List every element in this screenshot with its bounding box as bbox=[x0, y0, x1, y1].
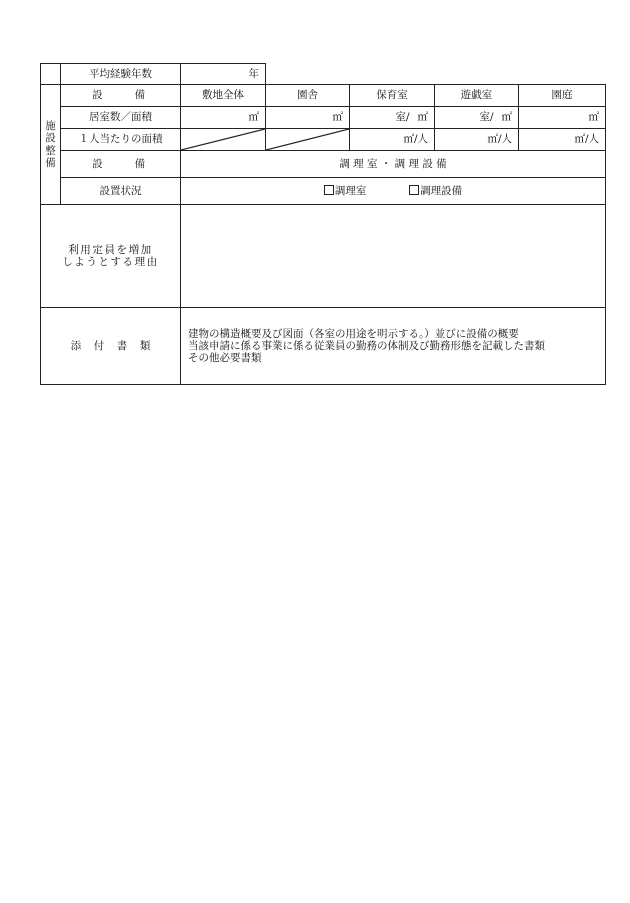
equipment-header: 設 備 bbox=[61, 85, 181, 107]
nursery-per-person-unit: ㎡/人 bbox=[403, 133, 428, 146]
column-nursery-room: 保育室 bbox=[350, 85, 435, 107]
yard-area-unit: ㎡ bbox=[588, 111, 599, 124]
yard-per-person-field[interactable] bbox=[519, 129, 606, 151]
facility-form-table bbox=[40, 63, 606, 385]
blank-top-right bbox=[266, 64, 606, 85]
column-playroom: 遊戯室 bbox=[435, 85, 519, 107]
experience-unit: 年 bbox=[248, 67, 259, 80]
yard-per-person-unit: ㎡/人 bbox=[574, 133, 599, 146]
kitchen-status-options bbox=[181, 178, 606, 205]
playroom-per-person-field[interactable] bbox=[435, 129, 519, 151]
attachments-row bbox=[41, 308, 606, 385]
attachments-label: 添付書類 bbox=[41, 308, 181, 385]
experience-label: 平均経験年数 bbox=[61, 64, 181, 85]
kitchen-room-checkbox[interactable] bbox=[324, 185, 367, 197]
attachment-line: 当該申請に係る事業に係る従業員の勤務の体制及び勤務形態を記載した書類 bbox=[188, 339, 545, 352]
playroom-area-unit: ㎡ bbox=[501, 111, 512, 124]
site-per-person-na-cell bbox=[181, 129, 266, 151]
reason-label: 利用定員を増加 しようとする理由 bbox=[41, 205, 181, 308]
nursery-rooms-unit: 室/ bbox=[395, 111, 410, 124]
attachments-list bbox=[181, 308, 606, 385]
kitchen-equipment-checkbox[interactable] bbox=[409, 185, 462, 197]
diagonal-strike bbox=[181, 129, 265, 150]
playroom-rooms-unit: 室/ bbox=[479, 111, 494, 124]
reason-field[interactable] bbox=[181, 205, 606, 308]
kitchen-equipment-label: 設 備 bbox=[61, 151, 181, 178]
blank-corner-cell bbox=[41, 64, 61, 85]
nursery-rooms-area-field[interactable] bbox=[350, 107, 435, 129]
rooms-area-row bbox=[41, 107, 606, 129]
nursery-per-person-field[interactable] bbox=[350, 129, 435, 151]
playroom-rooms-area-field[interactable] bbox=[435, 107, 519, 129]
column-building: 園舎 bbox=[266, 85, 350, 107]
column-site: 敷地全体 bbox=[181, 85, 266, 107]
site-area-field[interactable] bbox=[181, 107, 266, 129]
facility-header-row bbox=[41, 85, 606, 107]
yard-area-field[interactable] bbox=[519, 107, 606, 129]
experience-row bbox=[41, 64, 606, 85]
rooms-area-label: 居室数／面積 bbox=[61, 107, 181, 129]
kitchen-status-label: 設置状況 bbox=[61, 178, 181, 205]
site-area-unit: ㎡ bbox=[248, 111, 259, 124]
building-area-unit: ㎡ bbox=[332, 111, 343, 124]
building-area-field[interactable] bbox=[266, 107, 350, 129]
kitchen-status-row bbox=[41, 178, 606, 205]
building-per-person-na-cell bbox=[266, 129, 350, 151]
kitchen-header-row bbox=[41, 151, 606, 178]
playroom-per-person-unit: ㎡/人 bbox=[487, 133, 512, 146]
attachment-line: その他必要書類 bbox=[188, 352, 262, 365]
reason-row bbox=[41, 205, 606, 308]
column-yard: 園庭 bbox=[519, 85, 606, 107]
nursery-area-unit: ㎡ bbox=[417, 111, 428, 124]
kitchen-title: 調 理 室 ・ 調 理 設 備 bbox=[181, 151, 606, 178]
experience-value-field[interactable] bbox=[181, 64, 266, 85]
per-person-row bbox=[41, 129, 606, 151]
kitchen-equipment-option-label: 調理設備 bbox=[420, 184, 463, 197]
diagonal-strike bbox=[266, 129, 349, 150]
facility-section-label: 施 設 整 備 bbox=[41, 85, 61, 205]
attachment-line: 建物の構造概要及び図面（各室の用途を明示する。）並びに設備の概要 bbox=[188, 327, 519, 340]
per-person-label: １人当たりの面積 bbox=[61, 129, 181, 151]
kitchen-room-label: 調理室 bbox=[334, 184, 367, 197]
